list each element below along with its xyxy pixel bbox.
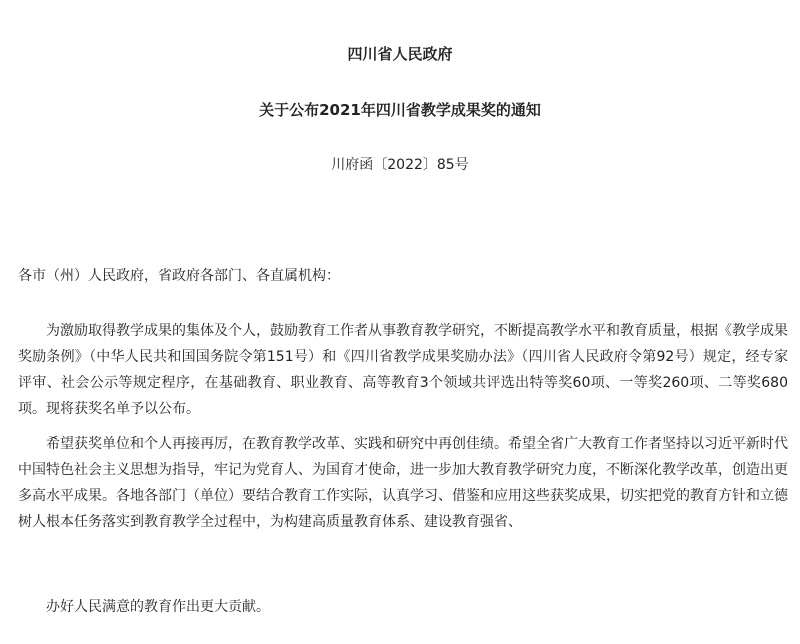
body-paragraph-3: 办好人民满意的教育作出更大贡献。 [46, 599, 270, 615]
issuing-organization: 四川省人民政府 [347, 45, 453, 63]
body-paragraph-2: 希望获奖单位和个人再接再厉，在教育教学改革、实践和研究中再创佳绩。希望全省广大教育工作者坚持以习近平新时代中国特色社会主义思想为指导，牢记为党育人、为国育才使命，进一步加大教育教学研究力度，不断深化教学改革，创造出更多高水平成果。各地各部门（单位）要结合教育工作实际，认真学习、借鉴和应用这些获奖成果，切实把党的教育方针和立德树人根本任务落实到教育教学全过程中，为构建高质量教育体系、建设教育强省、 [18, 436, 788, 530]
salutation: 各市（州）人民政府，省政府各部门、各直属机构： [18, 268, 340, 284]
body-paragraph-1: 为激励取得教学成果的集体及个人，鼓励教育工作者从事教育教学研究，不断提高教学水平和教育质量，根据《教学成果奖励条例》（中华人民共和国国务院令第151号）和《四川省教学成果奖励办法》（四川省人民政府令第92号）规定，经专家评审、社会公示等规定程序，在基础教育、职业教育、高等教育3个领域共评选出特等奖60项、一等奖260项、二等奖680项。现将获奖名单予以公布。 [18, 323, 788, 417]
document-number: 川府函〔2022〕85号 [331, 157, 469, 173]
document-title: 关于公布2021年四川省教学成果奖的通知 [259, 101, 541, 119]
